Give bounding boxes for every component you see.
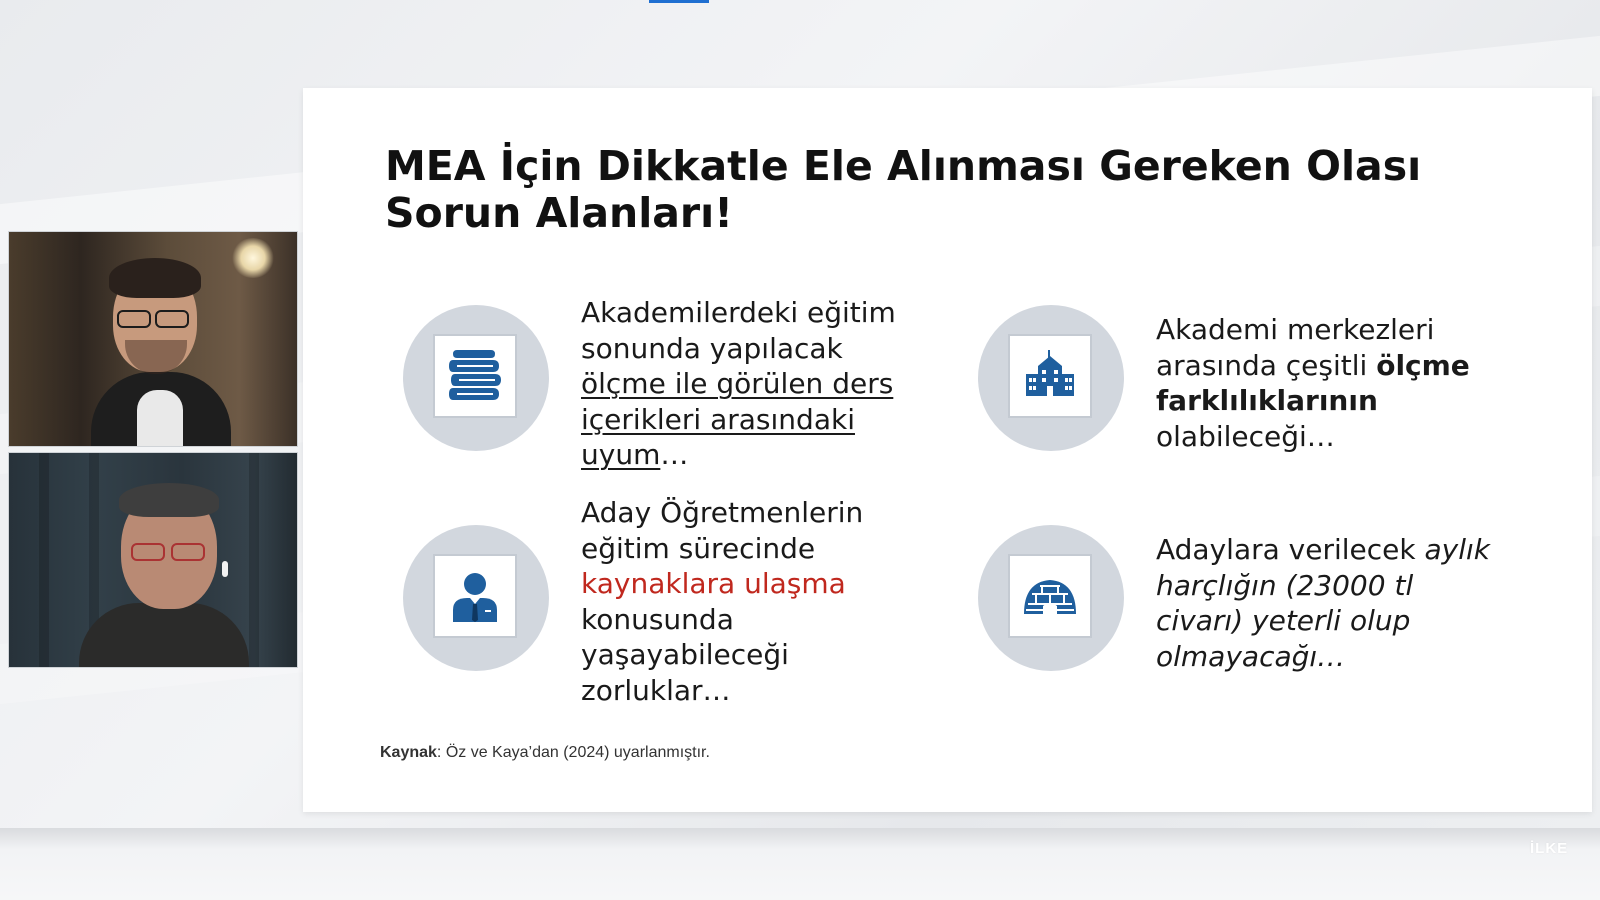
icon-circle bbox=[978, 305, 1124, 451]
bold-phrase: ölçme farklılıklarının bbox=[1156, 348, 1470, 417]
underlined-phrase: ölçme ile görülen ders içerikleri arasındaki uyum bbox=[581, 367, 894, 471]
icon-circle bbox=[978, 525, 1124, 671]
books-icon bbox=[433, 334, 517, 418]
item-text: Akademilerdeki eğitim sonunda yapılacak ölçme ile görülen ders içerikleri arasındaki uyum… bbox=[581, 296, 896, 471]
icon-circle bbox=[403, 305, 549, 451]
source-text: : Öz ve Kaya’dan (2024) uyarlanmıştır. bbox=[436, 744, 710, 761]
participant-video-1[interactable] bbox=[8, 231, 298, 447]
icon-circle bbox=[403, 525, 549, 671]
school-building-icon bbox=[1008, 334, 1092, 418]
background-shelf bbox=[0, 828, 1600, 900]
igloo-icon bbox=[1008, 554, 1092, 638]
participant-video-2[interactable] bbox=[8, 452, 298, 668]
source-citation bbox=[380, 744, 710, 762]
participant-person bbox=[9, 232, 297, 446]
italic-phrase: aylık harçlığın (23000 tl civarı) yeterli olup olmayacağı… bbox=[1156, 533, 1491, 673]
source-label: Kaynak bbox=[380, 744, 437, 761]
item-text: Akademi merkezleri arasında çeşitli ölçme farklılıklarının olabileceği… bbox=[1156, 313, 1470, 453]
item-text: Aday Öğretmenlerin eğitim sürecinde kaynaklara ulaşma konusunda yaşayabileceği zorluklar… bbox=[581, 496, 864, 707]
highlighted-phrase: kaynaklara ulaşma bbox=[581, 567, 846, 600]
item-text: Adaylara verilecek aylık harçlığın (23000 tl civarı) yeterli olup olmayacağı… bbox=[1156, 533, 1491, 673]
teacher-icon bbox=[433, 554, 517, 638]
presentation-slide bbox=[303, 88, 1592, 812]
top-accent-bar bbox=[649, 0, 709, 3]
slide-title: MEA İçin Dikkatle Ele Alınması Gereken Olası Sorun Alanları! bbox=[385, 142, 1422, 237]
channel-logo: İLKE bbox=[1530, 840, 1569, 857]
participant-person bbox=[9, 453, 297, 667]
